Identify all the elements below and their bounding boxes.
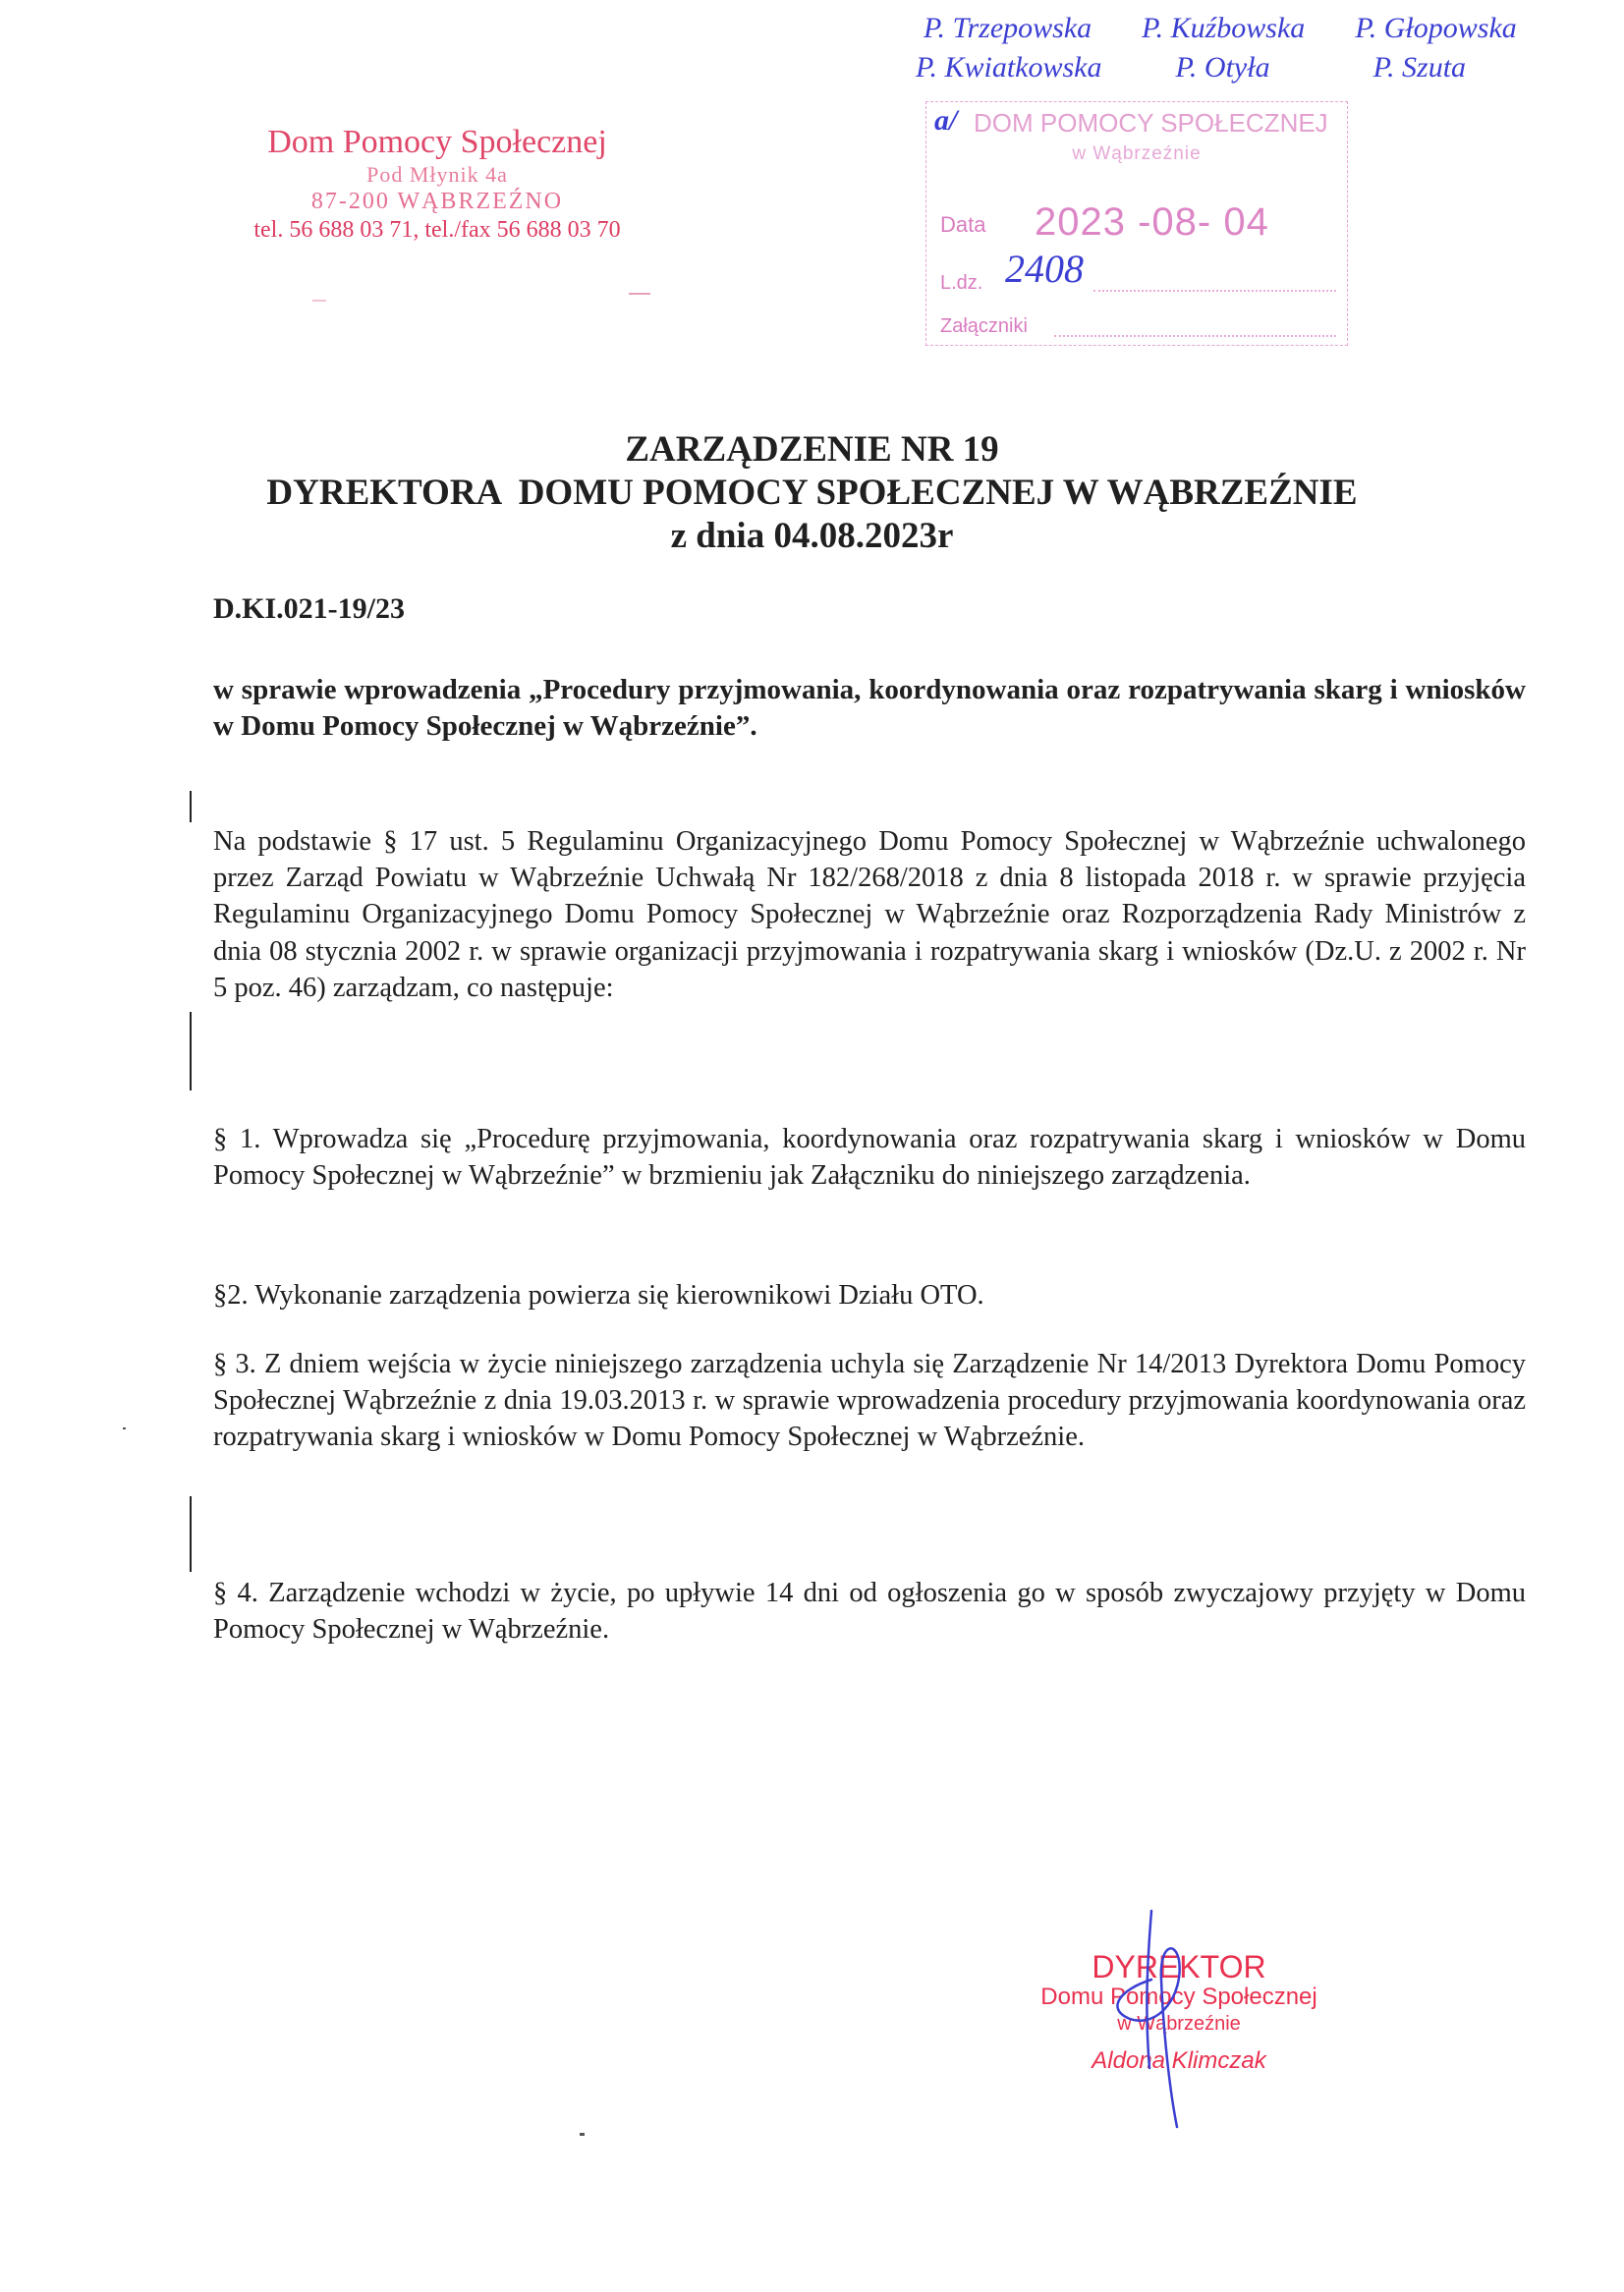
handwritten-name: P. Głopowska — [1355, 12, 1517, 44]
stamp-street: Pod Młynik 4a — [366, 162, 508, 187]
handwritten-name: P. Szuta — [1372, 51, 1467, 84]
handwritten-name: P. Otyła — [1175, 51, 1270, 84]
document-reference: D.KI.021-19/23 — [213, 592, 405, 625]
subject: w sprawie wprowadzenia „Procedury przyjmowania, koordynowania oraz rozpatrywania skarg i wniosków w Domu Pomocy Społecznej w Wąbrzeźnie”. — [213, 674, 1526, 742]
preamble: Na podstawie § 17 ust. 5 Regulaminu Organizacyjnego Domu Pomocy Społecznej w Wąbrzeźnie uchwalonego przez Zarząd Powiatu w Wąbrzeźnie Uchwałą Nr 182/268/2018 z dnia 8 listopada 2018 r. w sprawie przyjęcia Regulaminu Organizacyjnego Domu Pomocy Społecznej w Wąbrzeźnie oraz Rozporządzenia Rady Ministrów z dnia 08 stycznia 2002 r. w sprawie organizacji przyjmowania i rozpatrywania skarg i wniosków (Dz.U. z 2002 r. Nr 5 poz. 46) zarządzam, co następuje: — [213, 826, 1526, 1003]
handwritten-name: P. Kuźbowska — [1142, 12, 1306, 44]
handwritten-name: P. Trzepowska — [924, 12, 1092, 44]
handwritten-mark: a/ — [934, 104, 958, 137]
signature-org: Domu Pomocy Społecznej — [1040, 1984, 1317, 2010]
signature-title: DYREKTOR — [1092, 1949, 1266, 1985]
registry-org: DOM POMOCY SPOŁECZNEJ — [974, 108, 1328, 138]
signature-city: w Wąbrzeźnie — [1117, 2013, 1241, 2035]
return-address-stamp — [211, 123, 663, 245]
section-4: § 4. Zarządzenie wchodzi w życie, po upływie 14 dni od ogłoszenia go w sposób zwyczajowy przyjęty w Domu Pomocy Społecznej w Wąbrzeźnie. — [213, 1578, 1526, 1646]
section-3: § 3. Z dniem wejścia w życie niniejszego zarządzenia uchyla się Zarządzenie Nr 14/2013 Dyrektora Domu Pomocy Społecznej Wąbrzeźnie z dnia 19.03.2013 r. w sprawie wprowadzenia procedury przyjmowania koordynowania oraz rozpatrywania skarg i wniosków w Domu Pomocy Społecznej w Wąbrzeźnie. — [213, 1349, 1526, 1453]
handwritten-signature — [1100, 1901, 1218, 2137]
ldz-dotted-line — [1093, 290, 1336, 292]
heading-line-3: z dnia 04.08.2023r — [670, 516, 954, 556]
ldz-label: L.dz. — [940, 272, 983, 294]
attachments-label: Załączniki — [940, 315, 1028, 337]
registry-stamp — [925, 101, 1348, 346]
change-bar — [190, 1496, 192, 1572]
heading-line-2: DYREKTORA DOMU POMOCY SPOŁECZNEJ W WĄBRZEŹNIE — [266, 473, 1358, 513]
handwritten-distribution-line-1 — [924, 12, 1517, 45]
section-1: § 1. Wprowadza się „Procedurę przyjmowania, koordynowania oraz rozpatrywania skarg i wniosków w Domu Pomocy Społecznej w Wąbrzeźnie” w brzmieniu jak Załączniku do niniejszego zarządzenia. — [213, 1124, 1526, 1192]
received-date: 2023 -08- 04 — [1035, 200, 1269, 244]
stamp-org-name: Dom Pomocy Społecznej — [267, 124, 607, 160]
ldz-value: 2408 — [1005, 247, 1084, 291]
handwritten-distribution-line-2 — [916, 51, 1466, 84]
handwritten-name: P. Kwiatkowska — [916, 51, 1102, 84]
signature-name: Aldona Klimczak — [1092, 2047, 1266, 2074]
scan-speck — [580, 2133, 585, 2136]
stamp-city: 87-200 WĄBRZEŹNO — [310, 189, 564, 214]
attachments-dotted-line — [1054, 335, 1336, 337]
date-label: Data — [940, 212, 986, 237]
stamp-dash-left — [312, 300, 326, 302]
change-bar — [190, 1012, 192, 1090]
stamp-phone: tel. 56 688 03 71, tel./fax 56 688 03 70 — [253, 217, 621, 243]
section-2: §2. Wykonanie zarządzenia powierza się kierownikowi Działu OTO. — [213, 1280, 984, 1311]
heading-line-1: ZARZĄDZENIE NR 19 — [625, 429, 999, 470]
registry-city: w Wąbrzeźnie — [1072, 143, 1202, 164]
stamp-dash-right — [629, 293, 650, 295]
scan-speck — [123, 1427, 126, 1429]
change-bar — [190, 791, 192, 822]
